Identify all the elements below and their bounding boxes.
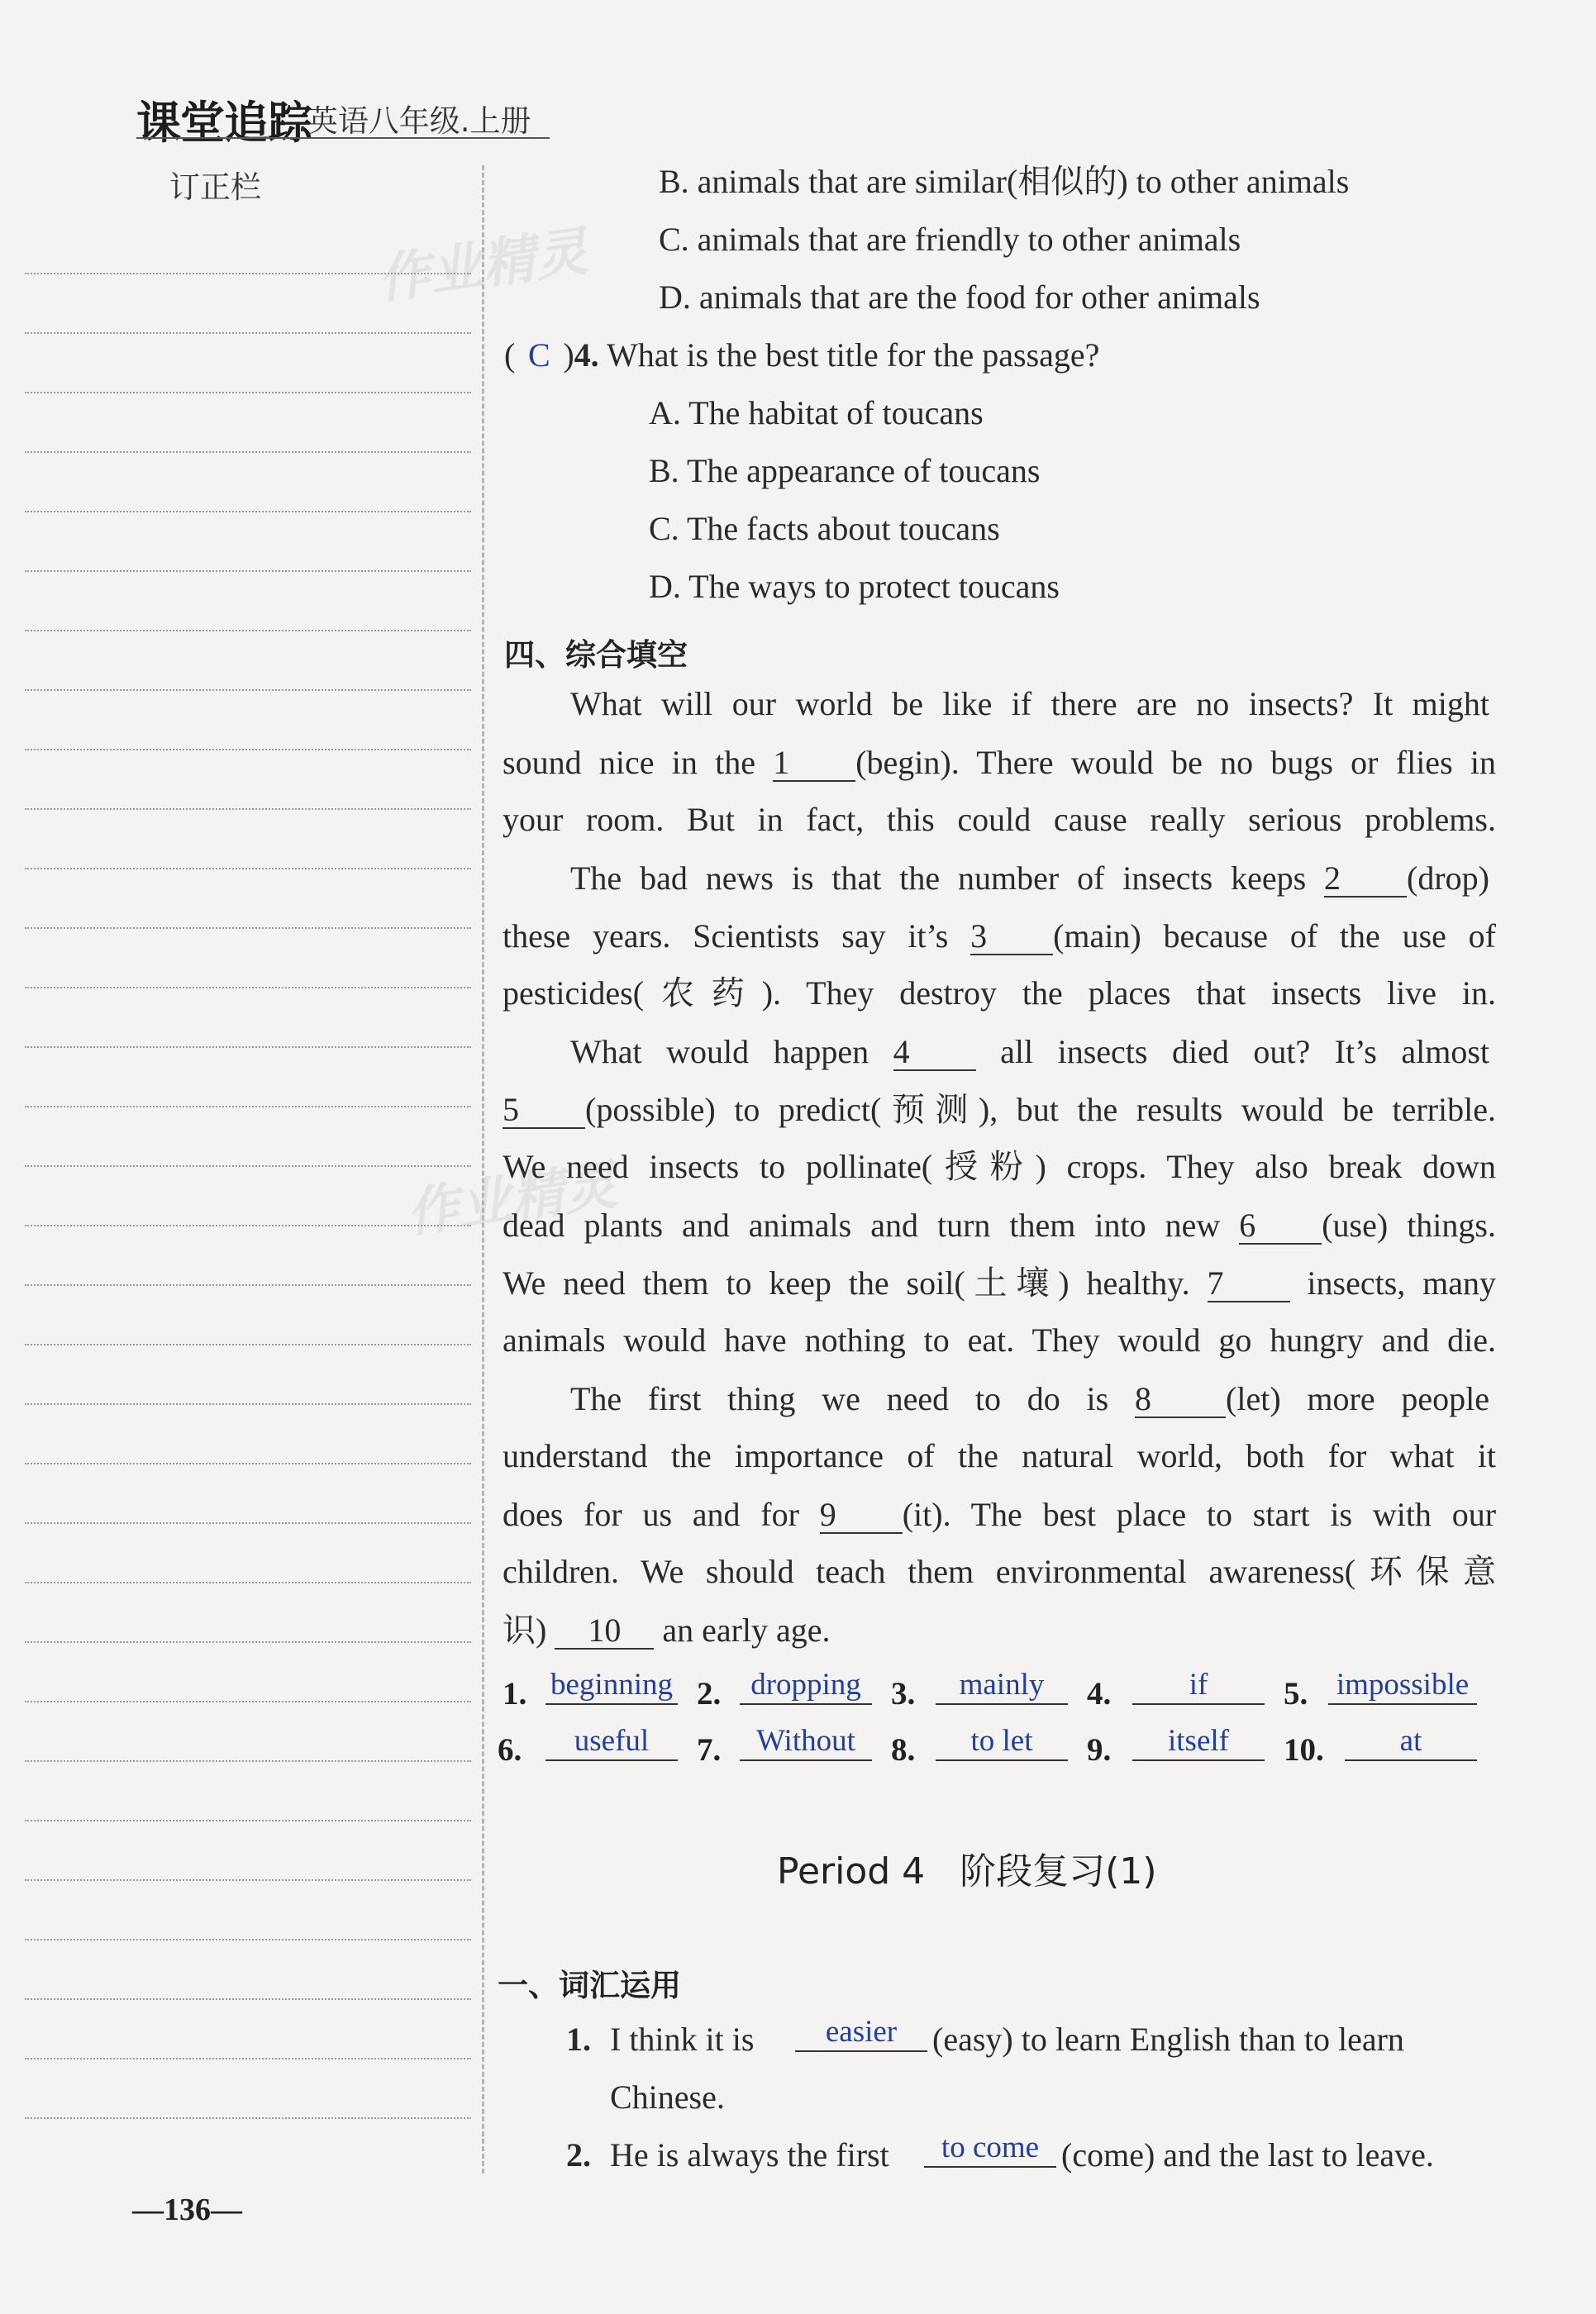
margin-line <box>25 689 471 691</box>
period-title: Period 4 <box>777 1850 926 1893</box>
watermark: 作业精灵 <box>373 221 592 312</box>
margin-line <box>25 451 471 453</box>
margin-line <box>25 987 471 988</box>
margin-line <box>25 2058 471 2059</box>
header-divider <box>136 137 550 139</box>
answer-number: 3. <box>891 1676 916 1712</box>
margin-line <box>25 1582 471 1583</box>
answer-10: at <box>1345 1726 1477 1761</box>
answer-number: 9. <box>1087 1732 1112 1768</box>
q4-stem: What is the best title for the passage? <box>606 336 1100 374</box>
blank-3: 3 <box>970 919 1053 955</box>
blank-10: 10 <box>555 1613 654 1650</box>
margin-line <box>25 927 471 929</box>
q4-option-b: B. The appearance of toucans <box>649 452 1041 489</box>
passage-line: pesticides(农药). They destroy the places that insects live in. <box>503 974 1496 1012</box>
passage-line: understand the importance of the natural world, both for what it <box>503 1437 1496 1474</box>
passage-line: We need them to keep the soil(土壤) healthy. 7 insects, many <box>503 1264 1497 1302</box>
q2-text-b: (come) and the last to leave. <box>1061 2136 1434 2174</box>
q3-option-c: C. animals that are friendly to other animals <box>659 221 1241 258</box>
margin-line <box>25 273 471 274</box>
passage-line: What would happen 4 all insects died out? It’s almost <box>570 1033 1489 1070</box>
page-number: —136— <box>132 2193 242 2227</box>
period-subtitle: 阶段复习(1) <box>960 1850 1157 1893</box>
answer-3: mainly <box>936 1669 1068 1705</box>
q4-close-paren: ) <box>563 336 574 374</box>
answer-6: useful <box>545 1726 678 1761</box>
brand-logo: 课堂追踪 <box>136 97 312 149</box>
watermark: 作业精灵 <box>402 1155 621 1245</box>
margin-line <box>25 868 471 869</box>
answer-number: 6. <box>498 1732 522 1768</box>
q1-text-b: (easy) to learn English than to learn <box>932 2021 1404 2058</box>
margin-line <box>25 1165 471 1167</box>
book-subtitle: .英语八年级.上册 <box>298 103 531 139</box>
q3-option-d: D. animals that are the food for other animals <box>659 279 1260 316</box>
answer-number: 8. <box>891 1732 916 1768</box>
q4-option-d: D. The ways to protect toucans <box>649 568 1060 605</box>
margin-line <box>25 1879 471 1881</box>
q4-number: 4. <box>574 336 599 374</box>
answer-number: 7. <box>697 1732 722 1768</box>
blank-1: 1 <box>773 745 855 782</box>
margin-line <box>25 570 471 572</box>
q3-option-b: B. animals that are similar(相似的) to other animals <box>659 163 1350 200</box>
blank-5: 5 <box>503 1093 585 1129</box>
answer-number: 1. <box>503 1676 527 1712</box>
q4-stem-line <box>504 336 1100 374</box>
answer-2: dropping <box>740 1669 872 1705</box>
answer-number: 2. <box>697 1676 722 1712</box>
margin-line <box>25 1106 471 1107</box>
q4-answer: C <box>527 336 550 374</box>
answer-9: itself <box>1132 1726 1265 1761</box>
q2-number: 2. <box>566 2136 591 2174</box>
answer-number: 4. <box>1087 1676 1112 1712</box>
binding-divider <box>482 165 484 2174</box>
answer-number: 5. <box>1284 1676 1308 1712</box>
q4-option-a: A. The habitat of toucans <box>649 394 984 431</box>
section1-title: 一、词汇运用 <box>498 1968 681 2003</box>
passage-line: animals would have nothing to eat. They would go hungry and die. <box>503 1321 1496 1359</box>
q2-answer: to come <box>924 2132 1056 2168</box>
margin-line <box>25 1641 471 1643</box>
margin-line <box>25 1046 471 1048</box>
passage-line: does for us and for 9 (it). The best place to start is with our <box>503 1496 1497 1533</box>
passage-line: these years. Scientists say it’s 3 (main) because of the use of <box>503 917 1496 955</box>
margin-line <box>25 1522 471 1524</box>
margin-line <box>25 1284 471 1286</box>
q1-text-cont: Chinese. <box>610 2078 725 2116</box>
margin-line <box>25 749 471 750</box>
margin-line <box>25 1998 471 2000</box>
passage-line: 识) 10 an early age. <box>503 1612 831 1649</box>
margin-line <box>25 1760 471 1762</box>
blank-8: 8 <box>1135 1382 1226 1418</box>
passage-line: The first thing we need to do is 8 (let) more people <box>570 1380 1489 1417</box>
passage-line: The bad news is that the number of insects keeps 2 (drop) <box>570 859 1489 897</box>
margin-line <box>25 1463 471 1464</box>
margin-line <box>25 511 471 512</box>
margin-line <box>25 630 471 631</box>
answer-4: if <box>1132 1669 1265 1705</box>
q4-open-paren: ( <box>504 336 516 374</box>
margin-line <box>25 1344 471 1345</box>
blank-2: 2 <box>1324 861 1407 898</box>
passage-line: sound nice in the 1 (begin). There would be no bugs or flies in <box>503 744 1497 781</box>
passage-line: dead plants and animals and turn them into new 6 (use) things. <box>503 1207 1496 1244</box>
q1-text-a: I think it is <box>610 2021 755 2058</box>
period-heading <box>777 1841 1156 1894</box>
q1-number: 1. <box>566 2021 591 2058</box>
margin-line <box>25 332 471 334</box>
passage-line: We need insects to pollinate(授粉) crops. They also break down <box>503 1148 1496 1185</box>
blank-6: 6 <box>1239 1208 1322 1245</box>
answer-5: impossible <box>1328 1669 1477 1705</box>
answer-1: beginning <box>545 1669 678 1705</box>
margin-line <box>25 1225 471 1226</box>
margin-line <box>25 2117 471 2119</box>
q4-option-c: C. The facts about toucans <box>649 510 1000 547</box>
margin-line <box>25 1939 471 1940</box>
margin-line <box>25 1820 471 1821</box>
passage-line: What will our world be like if there are no insects? It might <box>570 685 1489 722</box>
passage-line: children. We should teach them environmental awareness(环保意 <box>503 1553 1496 1590</box>
margin-line <box>25 1403 471 1405</box>
margin-line <box>25 808 471 810</box>
q2-text-a: He is always the first <box>610 2136 889 2174</box>
blank-9: 9 <box>820 1497 903 1534</box>
answer-number: 10. <box>1284 1732 1324 1768</box>
blank-7: 7 <box>1208 1266 1290 1302</box>
q1-answer: easier <box>795 2016 927 2052</box>
passage-line: your room. But in fact, this could cause really serious problems. <box>503 801 1496 838</box>
margin-line <box>25 1701 471 1702</box>
answer-8: to let <box>936 1726 1068 1761</box>
blank-4: 4 <box>893 1035 976 1071</box>
answer-7: Without <box>740 1726 872 1761</box>
passage-line: 5 (possible) to predict(预测), but the results would be terrible. <box>503 1091 1496 1128</box>
correction-column-title: 订正栏 <box>169 169 261 205</box>
section4-title: 四、综合填空 <box>504 637 688 673</box>
margin-line <box>25 392 471 393</box>
